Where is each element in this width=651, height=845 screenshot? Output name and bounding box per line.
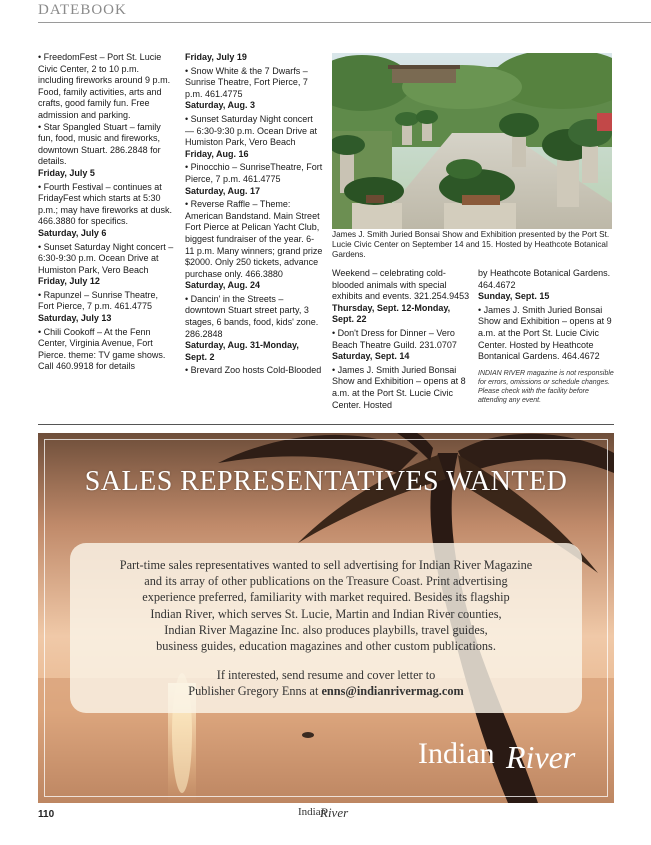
event-block [332, 268, 470, 303]
header-rule [38, 22, 651, 23]
event-item: • Star Spangled Stuart – family fun, food, music and fireworks, downtown Stuart. 286.2848 for details. [38, 121, 161, 167]
sales-ad [38, 433, 614, 803]
event-date: Saturday, Aug. 24 [185, 280, 261, 291]
event-item: • Sunset Saturday Night concert – 6:30-9:30 p.m. Ocean Drive at Humiston Park, Vero Beach [38, 241, 174, 275]
ad-headline: SALES REPRESENTATIVES WANTED [84, 466, 568, 497]
event-block [185, 52, 323, 100]
ad-body [88, 557, 564, 654]
event-date: Saturday, July 13 [38, 313, 112, 324]
ad-body-line: Part-time sales representatives wanted to sell advertising for Indian River Magazine [119, 558, 533, 572]
bonsai-garden-illustration [332, 53, 612, 229]
ad-contact-line [88, 683, 564, 699]
event-block [38, 276, 174, 313]
event-item: • James J. Smith Juried Bonsai Show and Exhibition – opens at 8 a.m. at the Port St. Lucie Civic Center. Hosted [332, 364, 466, 410]
datebook-column-1 [38, 52, 174, 373]
ad-body-line: business guides, education magazines and other custom publications. [156, 639, 496, 654]
footer-logo-word-river: River [320, 805, 349, 820]
event-date: Saturday, Aug. 31-Monday, Sept. 2 [185, 340, 299, 362]
header-title: DATEBOOK [38, 2, 127, 18]
event-block [478, 268, 614, 291]
event-item: • Don't Dress for Dinner – Vero Beach Theatre Guild. 231.0707 [332, 327, 457, 350]
event-date: Saturday, July 6 [38, 227, 107, 238]
ad-contact-email: enns@indianrivermag.com [321, 684, 464, 699]
event-item: • FreedomFest – Port St. Lucie Civic Center, 2 to 10 p.m. including fireworks around 9 p.m. Food, family activities, arts and crafts, good family fun. Free admission and parking. [38, 52, 171, 120]
event-block [38, 168, 174, 228]
event-item: • Rapunzel – Sunrise Theatre, Fort Pierce, 7 p.m. 461.4775 [38, 289, 159, 312]
datebook-column-4 [478, 268, 614, 405]
footer-logo-word-indian: Indian [298, 806, 327, 818]
event-date: Friday, July 12 [38, 276, 100, 287]
event-date: Friday, July 19 [185, 52, 247, 62]
event-item: • Chili Cookoff – At the Fenn Center, Virginia Avenue, Fort Pierce. theme: TV game shows. Call 460.9918 for details [38, 326, 166, 372]
event-item: • James J. Smith Juried Bonsai Show and Exhibition – opens at 9 a.m. at the Port St. Lucie Civic Center. Hosted by Heathcote Bontanical Gardens. 464.4672 [478, 304, 612, 362]
event-item: • Snow White & the 7 Dwarfs – Sunrise Theatre, Fort Pierce, 7 p.m. 461.4775 [185, 65, 308, 99]
photo-caption: James J. Smith Juried Bonsai Show and Exhibition presented by the Port St. Lucie Civic Center on September 14 and 15. Hosted by Heathcote Botanical Gardens. [332, 230, 610, 259]
ad-body-line: and its array of other publications on the Treasure Coast. Print advertising [144, 574, 508, 589]
event-block [332, 351, 470, 411]
logo-word-river: River [506, 739, 576, 775]
event-item: • Brevard Zoo hosts Cold-Blooded [185, 365, 322, 376]
event-date: Friday, July 5 [38, 167, 95, 178]
ad-contact-line: If interested, send resume and cover letter to [216, 668, 436, 682]
event-block [185, 100, 323, 148]
event-item: by Heathcote Botanical Gardens. 464.4672 [478, 268, 611, 290]
event-date: Sunday, Sept. 15 [478, 291, 550, 302]
event-block [185, 186, 323, 281]
footer-logo [298, 805, 358, 821]
indian-river-logo [418, 729, 598, 785]
event-date: Friday, Aug. 16 [185, 148, 249, 159]
event-date: Saturday, Sept. 14 [332, 351, 410, 362]
bonsai-garden-photo [332, 53, 612, 229]
event-item: • Sunset Saturday Night concert — 6:30-9:30 p.m. Ocean Drive at Humiston Park, Vero Beach [185, 113, 318, 148]
disclaimer: INDIAN RIVER magazine is not responsible for errors, omissions or schedule changes. Please check with the facility before attending any event. [478, 369, 614, 404]
logo-word-indian: Indian [418, 737, 495, 770]
event-block [38, 228, 174, 276]
ad-body-line: experience preferred, familiarity with market required. Besides its flagship [142, 590, 510, 605]
event-block [38, 313, 174, 373]
section-divider [38, 424, 614, 425]
event-item: • Pinocchio – SunriseTheatre, Fort Pierce, 7 p.m. 461.4775 [185, 162, 323, 184]
event-item: • Fourth Festival – continues at FridayFest which starts at 5:30 p.m.; may have fireworks at dusk. 466.3880 for specifics. [38, 181, 173, 227]
datebook-column-3 [332, 268, 470, 411]
ad-body-line: Indian River, which serves St. Lucie, Martin and Indian River counties, [150, 606, 502, 621]
ad-contact-prefix: Publisher Gregory Enns at [188, 684, 322, 699]
event-block [185, 340, 323, 377]
ad-body-line: Indian River Magazine Inc. also produces playbills, travel guides, [164, 622, 488, 637]
event-date: Thursday, Sept. 12-Monday, Sept. 22 [332, 302, 451, 325]
event-date: Saturday, Aug. 17 [185, 185, 261, 196]
event-item: Weekend – celebrating cold-blooded animals with special exhibits and events. 321.254.9453 [332, 268, 470, 302]
event-date: Saturday, Aug. 3 [185, 100, 256, 111]
event-block [478, 291, 614, 363]
page-number: 110 [38, 809, 55, 820]
event-item: • Reverse Raffle – Theme: American Bandstand. Main Street Fort Pierce at Pelican Yacht Club, biggest fundraiser of the year. 6-11 p.m. Many winners; grand prize $2000. Only 250 tickets, advance purchase only. 466.3880 [185, 199, 323, 279]
event-block [185, 149, 323, 186]
event-block [332, 303, 470, 351]
datebook-column-2 [185, 52, 323, 377]
ad-contact [88, 667, 564, 699]
event-block [38, 52, 174, 168]
event-item: • Dancin' in the Streets – downtown Stuart street party, 3 stages, 6 bands, food, kids' zone. 286.2848 [185, 293, 319, 339]
event-block [185, 280, 323, 340]
